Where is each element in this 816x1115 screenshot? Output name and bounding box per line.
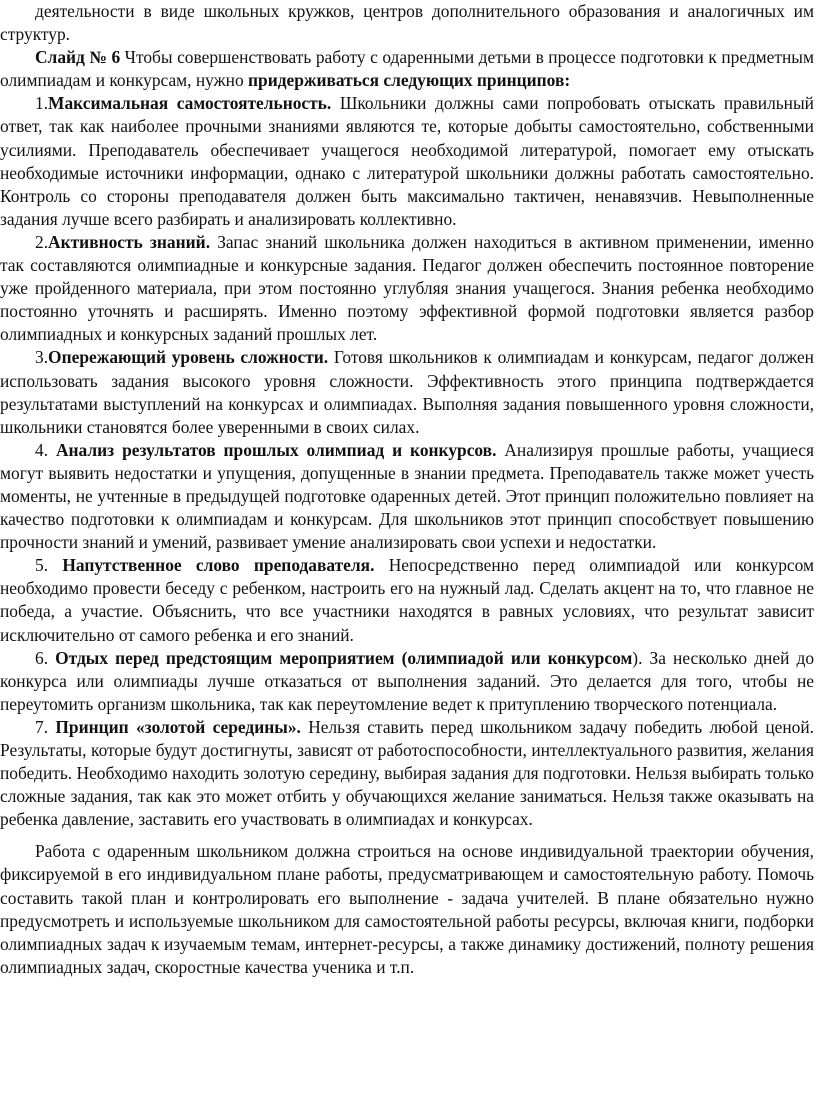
principle-title: Опережающий уровень сложности. <box>48 347 329 368</box>
principle-title: Принцип «золотой середины». <box>55 716 301 737</box>
principle-paragraph-5 <box>0 554 814 646</box>
principle-title: Активность знаний. <box>48 231 211 252</box>
closing-text: Работа с одаренным школьником должна строиться на основе индивидуальной траектории обучения, фиксируемой в его индивидуальном плане работы, предусматривающем и самостоятельную работу. Помочь составить такой план и контролировать его выполнение - задача учителей. В плане обязательно нужно предусмотреть и используемые школьником для самостоятельной работы ресурсы, включая книги, подборки олимпиадных задач к изучаемым темам, интернет-ресурсы, а также динамику достижений, полноту решения олимпиадных задач, скоростные качества ученика и т.п. <box>0 841 814 977</box>
principle-text: Анализируя прошлые работы, учащиеся могут выявить недостатки и упущения, допущенные в знании предмета. Преподаватель также может учесть моменты, не учтенные в предыдущей подготовке одаренных детей. Этот принцип положительно повлияет на качество подготовки к олимпиадам и конкурсам. Для школьников этот принцип способствует повышению прочности знаний и умений, развивает умение анализировать свои успехи и недостатки. <box>0 439 814 553</box>
principle-number: 5. <box>35 555 63 576</box>
slide-paragraph <box>0 46 814 92</box>
intro-paragraph <box>0 0 814 46</box>
principle-number: 6. <box>35 647 56 668</box>
principle-number: 2. <box>35 231 49 252</box>
principle-text: Непосредственно перед олимпиадой или конкурсом необходимо провести беседу с ребенком, настроить его на нужный лад. Сделать акцент на то, что главное не победа, а участие. Объяснить, что все участники находятся в равных условиях, что результат зависит исключительно от самого ребенка и его знаний. <box>0 555 814 645</box>
principle-title: Отдых перед предстоящим мероприятием (олимпиадой или конкурсом <box>55 647 633 668</box>
principle-text: Запас знаний школьника должен находиться в активном применении, именно так составляются олимпиадные и конкурсные задания. Педагог должен обеспечить постоянное повторение уже пройденного материала, при этом постоянно углубляя знания учащегося. Знания ребенка необходимо постоянно уточнять и расширять. Именно поэтому эффективной формой подготовки является разбор олимпиадных и конкурсных заданий прошлых лет. <box>0 231 814 345</box>
slide-text: Чтобы совершенствовать работу с одаренными детьми в процессе подготовки к предметным олимпиадам и конкурсам, нужно <box>0 47 814 91</box>
principle-paragraph-6 <box>0 647 814 716</box>
principle-number: 7. <box>35 716 56 737</box>
principle-title: Анализ результатов прошлых олимпиад и конкурсов. <box>55 439 497 460</box>
slide-emphasis: придерживаться следующих принципов: <box>248 70 571 91</box>
principle-paragraph-1 <box>0 92 814 231</box>
closing-paragraph <box>0 840 814 979</box>
principle-text: Нельзя ставить перед школьником задачу победить любой ценой. Результаты, которые будут достигнуты, зависят от работоспособности, интеллектуального развития, желания победить. Необходимо находить золотую середину, выбирая задания для подготовки. Нельзя выбирать только сложные задания, так как это может отбить у обучающихся желание заниматься. Нельзя также оказывать на ребенка давление, заставить его участвовать в олимпиадах и конкурсах. <box>0 716 815 830</box>
principle-number: 4. <box>35 439 56 460</box>
principle-text: Готовя школьников к олимпиадам и конкурсам, педагог должен использовать задания высокого уровня сложности. Эффективность этого принципа подтверждается результатами выступлений на конкурсах и олимпиадах. Выполняя задания повышенного уровня сложности, школьники становятся более уверенными в своих силах. <box>0 347 814 437</box>
principle-text: Школьники должны сами попробовать отыскать правильный ответ, так как наиболее прочными знаниями являются те, которые добыты самостоятельно, собственными усилиями. Преподаватель обеспечивает учащегося необходимой литературой, помогает ему отыскать необходимые источники информации, однако с литературой школьники должны работать самостоятельно. Контроль со стороны преподавателя должен быть максимально тактичен, ненавязчив. Невыполненные задания лучше всего разбирать и анализировать коллективно. <box>0 93 814 229</box>
principle-paragraph-2 <box>0 231 814 346</box>
principle-paragraph-3 <box>0 346 814 438</box>
intro-text: деятельности в виде школьных кружков, центров дополнительного образования и аналогичных им структур. <box>0 1 814 45</box>
principle-number: 1. <box>35 93 49 114</box>
principle-title: Максимальная самостоятельность. <box>48 93 332 114</box>
principle-paragraph-4 <box>0 439 814 554</box>
principle-paragraph-7 <box>0 716 814 831</box>
principle-number: 3. <box>35 347 49 368</box>
principle-text: ). За несколько дней до конкурса или олимпиады лучше отказаться от выполнения заданий. Это делается для того, чтобы не переутомить организм школьника, так как переутомление ведет к притуплению творческого потенциала. <box>0 647 815 714</box>
principle-title: Напутственное слово преподавателя. <box>62 555 375 576</box>
slide-label: Слайд № 6 <box>35 47 121 68</box>
